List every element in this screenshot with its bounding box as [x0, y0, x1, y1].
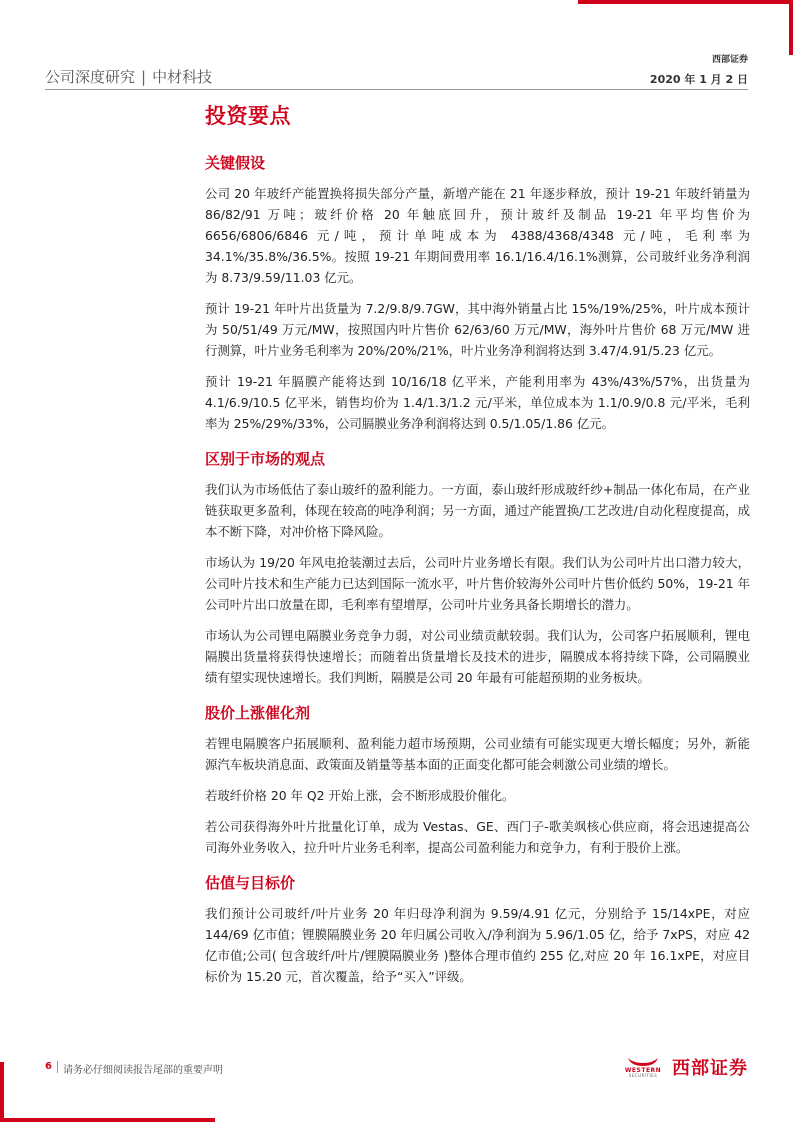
paragraph: 若公司获得海外叶片批量化订单，成为 Vestas、GE、西门子-歌美飒核心供应商，将会迅速提高公司海外业务收入，拉升叶片业务毛利率，提高公司盈利能力和竞争力，有利于股价上涨。 [205, 819, 750, 855]
paragraph: 若锂电隔膜客户拓展顺利、盈利能力超市场预期，公司业绩有可能实现更大增长幅度；另外，新能源汽车板块消息面、政策面及销量等基本面的正面变化都可能会刺激公司业绩的增长。 [205, 736, 750, 772]
bull-logo-icon [620, 1056, 666, 1078]
footer-disclaimer: 请务必仔细阅读报告尾部的重要声明 [63, 1065, 223, 1076]
corner-decoration-top-right [578, 0, 793, 55]
paragraph: 我们认为市场低估了泰山玻纤的盈利能力。一方面，泰山玻纤形成玻纤纱+制品一体化布局，在产业链获取更多盈利，体现在较高的吨净利润；另一方面，通过产能置换/工艺改进/自动化程度提高，成本不断下降，对冲价格下降风险。 [205, 482, 750, 539]
section-key-assumptions [205, 152, 750, 434]
section-title: 区别于市场的观点 [205, 450, 326, 468]
paragraph: 若玻纤价格 20 年 Q2 开始上涨，会不断形成股价催化。 [205, 788, 515, 803]
header-right [650, 52, 748, 87]
section-differentiated-view [205, 448, 750, 688]
report-date: 2020 年 1 月 2 日 [649, 73, 748, 86]
corner-line-vertical [789, 0, 793, 55]
page-title: 投资要点 [205, 104, 291, 128]
header-separator: | [141, 68, 147, 86]
section-title: 估值与目标价 [205, 874, 296, 892]
corner-line-horizontal [0, 1118, 215, 1122]
report-content [205, 100, 750, 1001]
header-divider [45, 89, 748, 90]
logo-english-sub: SECURITIES [628, 1073, 658, 1078]
corner-decoration-bottom-left [0, 1062, 215, 1122]
section-title: 关键假设 [205, 154, 266, 172]
report-type: 公司深度研究 [45, 68, 136, 86]
section-valuation [205, 872, 750, 987]
logo-english-name: WESTERN [624, 1067, 662, 1074]
page-number: 6 [45, 1061, 52, 1072]
company-name: 中材科技 [152, 68, 213, 86]
paragraph: 预计 19-21 年叶片出货量为 7.2/9.8/9.7GW，其中海外销量占比 15%/19%/25%，叶片成本预计为 50/51/49 万元/MW，按照国内叶片售价 62/63/60 万元/MW，海外叶片售价 68 万元/MW 进行测算，叶片业务毛利率为 20%/20%/21%，叶片业务净利润将达到 3.47/4.91/5.23 亿元。 [205, 301, 750, 358]
paragraph: 我们预计公司玻纤/叶片业务 20 年归母净利润为 9.59/4.91 亿元，分别给予 15/14xPE，对应 144/69 亿市值；锂膜隔膜业务 20 年归属公司收入/净利润为 5.96/1.05 亿，给予 7xPS，对应 42 亿市值;公司( 包含玻纤/叶片/锂膜隔膜业务 )整体合理市值约 255 亿,对应 20 年 16.1xPE，对应目标价为 15.20 元，首次覆盖，给予“买入”评级。 [205, 906, 750, 984]
paragraph: 公司 20 年玻纤产能置换将损失部分产量，新增产能在 21 年逐步释放，预计 19-21 年玻纤销量为 86/82/91 万吨；玻纤价格 20 年触底回升，预计玻纤及制品 19-21 年平均售价为 6656/6806/6846 元/吨，预计单吨成本为 4388/4368/4348 元/吨，毛利率为 34.1%/35.8%/36.5%。按照 19-21 年期间费用率 16.1/16.4/16.1%测算，公司玻纤业务净利润为 8.73/9.59/11.03 亿元。 [205, 186, 750, 285]
paragraph: 市场认为 19/20 年风电抢装潮过去后，公司叶片业务增长有限。我们认为公司叶片出口潜力较大，公司叶片技术和生产能力已达到国际一流水平，叶片售价较海外公司叶片售价低约 50%，19-21 年公司叶片出口放量在即，毛利率有望增厚，公司叶片业务具备长期增长的潜力。 [205, 555, 750, 612]
section-title: 股价上涨催化剂 [205, 704, 311, 722]
paragraph: 预计 19-21 年膈膜产能将达到 10/16/18 亿平米，产能利用率为 43%/43%/57%，出货量为 4.1/6.9/10.5 亿平米，销售均价为 1.4/1.3/1.2 元/平米，单位成本为 1.1/0.9/0.8 元/平米，毛利率为 25%/29%/33%，公司膈膜业务净利润将达到 0.5/1.05/1.86 亿元。 [205, 374, 750, 431]
firm-logo [620, 1055, 748, 1079]
corner-line-vertical [0, 1062, 4, 1122]
corner-line-horizontal [578, 0, 793, 4]
paragraph: 市场认为公司锂电隔膜业务竞争力弱，对公司业绩贡献较弱。我们认为，公司客户拓展顺利，锂电隔膜出货量将获得快速增长；而随着出货量增长及技术的进步，隔膜成本将持续下降，公司隔膜业绩有望实现快速增长。我们判断，隔膜是公司 20 年最有可能超预期的业务板块。 [205, 628, 750, 685]
header-firm-name: 西部证券 [711, 55, 748, 65]
section-catalysts [205, 702, 750, 858]
header-left [45, 66, 212, 87]
logo-chinese-name: 西部证券 [672, 1058, 748, 1079]
bull-horns-icon [626, 1057, 660, 1067]
